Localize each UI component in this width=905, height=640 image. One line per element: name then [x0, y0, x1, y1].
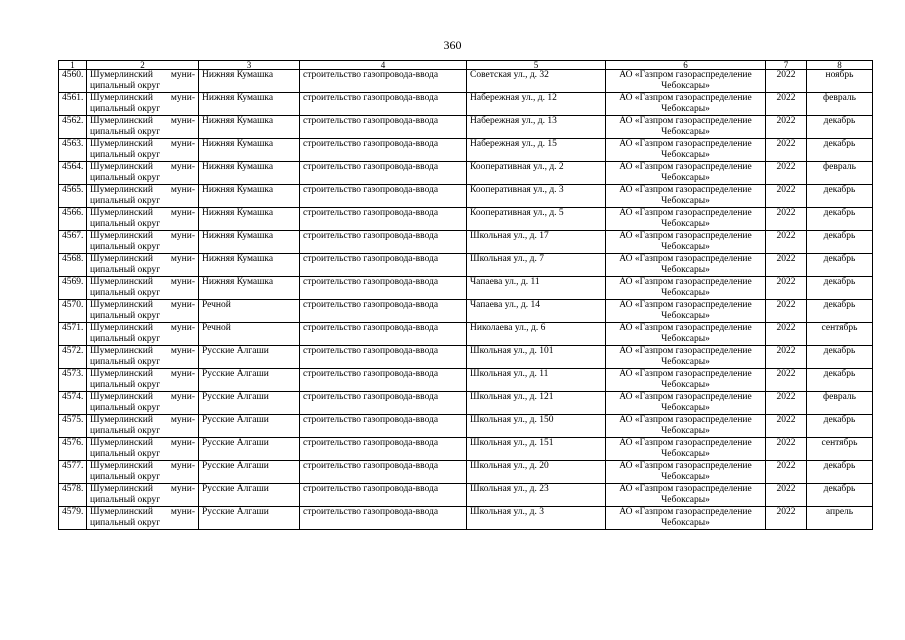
settlement-cell: Русские Алгаши	[199, 507, 300, 530]
organization-cell: АО «Газпром газораспределение Чебоксары»	[606, 484, 766, 507]
work-type-cell: строительство газопровода-ввода	[300, 70, 467, 93]
district-cell: Шумерлинский муни-ципальный округ	[87, 484, 199, 507]
district-cell: Шумерлинский муни-ципальный округ	[87, 254, 199, 277]
month-cell: февраль	[807, 162, 873, 185]
row-number: 4563.	[59, 139, 87, 162]
month-cell: декабрь	[807, 139, 873, 162]
table-row	[59, 369, 873, 392]
table-row	[59, 438, 873, 461]
address-cell: Набережная ул., д. 12	[467, 93, 606, 116]
settlement-cell: Нижняя Кумашка	[199, 116, 300, 139]
settlement-cell: Нижняя Кумашка	[199, 208, 300, 231]
address-cell: Школьная ул., д. 7	[467, 254, 606, 277]
organization-cell: АО «Газпром газораспределение Чебоксары»	[606, 346, 766, 369]
row-number: 4579.	[59, 507, 87, 530]
table-row	[59, 70, 873, 93]
column-header: 4	[300, 61, 467, 70]
organization-cell: АО «Газпром газораспределение Чебоксары»	[606, 208, 766, 231]
row-number: 4576.	[59, 438, 87, 461]
year-cell: 2022	[766, 70, 807, 93]
table-row	[59, 116, 873, 139]
work-type-cell: строительство газопровода-ввода	[300, 162, 467, 185]
row-number: 4570.	[59, 300, 87, 323]
address-cell: Школьная ул., д. 101	[467, 346, 606, 369]
work-type-cell: строительство газопровода-ввода	[300, 231, 467, 254]
address-cell: Кооперативная ул., д. 5	[467, 208, 606, 231]
settlement-cell: Русские Алгаши	[199, 369, 300, 392]
address-cell: Чапаева ул., д. 14	[467, 300, 606, 323]
column-header: 5	[467, 61, 606, 70]
year-cell: 2022	[766, 507, 807, 530]
month-cell: декабрь	[807, 346, 873, 369]
table-row	[59, 415, 873, 438]
column-header: 7	[766, 61, 807, 70]
organization-cell: АО «Газпром газораспределение Чебоксары»	[606, 254, 766, 277]
organization-cell: АО «Газпром газораспределение Чебоксары»	[606, 116, 766, 139]
work-type-cell: строительство газопровода-ввода	[300, 369, 467, 392]
year-cell: 2022	[766, 461, 807, 484]
table-row	[59, 254, 873, 277]
settlement-cell: Нижняя Кумашка	[199, 254, 300, 277]
address-cell: Школьная ул., д. 151	[467, 438, 606, 461]
organization-cell: АО «Газпром газораспределение Чебоксары»	[606, 300, 766, 323]
month-cell: сентябрь	[807, 438, 873, 461]
table-row	[59, 507, 873, 530]
district-cell: Шумерлинский муни-ципальный округ	[87, 369, 199, 392]
organization-cell: АО «Газпром газораспределение Чебоксары»	[606, 139, 766, 162]
district-cell: Шумерлинский муни-ципальный округ	[87, 139, 199, 162]
row-number: 4575.	[59, 415, 87, 438]
settlement-cell: Нижняя Кумашка	[199, 70, 300, 93]
organization-cell: АО «Газпром газораспределение Чебоксары»	[606, 231, 766, 254]
year-cell: 2022	[766, 392, 807, 415]
settlement-cell: Нижняя Кумашка	[199, 185, 300, 208]
row-number: 4567.	[59, 231, 87, 254]
month-cell: декабрь	[807, 369, 873, 392]
address-cell: Школьная ул., д. 20	[467, 461, 606, 484]
district-cell: Шумерлинский муни-ципальный округ	[87, 438, 199, 461]
work-type-cell: строительство газопровода-ввода	[300, 346, 467, 369]
settlement-cell: Речной	[199, 300, 300, 323]
organization-cell: АО «Газпром газораспределение Чебоксары»	[606, 93, 766, 116]
district-cell: Шумерлинский муни-ципальный округ	[87, 323, 199, 346]
work-type-cell: строительство газопровода-ввода	[300, 93, 467, 116]
address-cell: Набережная ул., д. 13	[467, 116, 606, 139]
work-type-cell: строительство газопровода-ввода	[300, 300, 467, 323]
month-cell: декабрь	[807, 277, 873, 300]
district-cell: Шумерлинский муни-ципальный округ	[87, 461, 199, 484]
organization-cell: АО «Газпром газораспределение Чебоксары»	[606, 438, 766, 461]
settlement-cell: Нижняя Кумашка	[199, 231, 300, 254]
year-cell: 2022	[766, 185, 807, 208]
year-cell: 2022	[766, 116, 807, 139]
row-number: 4560.	[59, 70, 87, 93]
year-cell: 2022	[766, 415, 807, 438]
district-cell: Шумерлинский муни-ципальный округ	[87, 185, 199, 208]
month-cell: декабрь	[807, 254, 873, 277]
year-cell: 2022	[766, 162, 807, 185]
district-cell: Шумерлинский муни-ципальный округ	[87, 93, 199, 116]
column-header: 1	[59, 61, 87, 70]
address-cell: Советская ул., д. 32	[467, 70, 606, 93]
work-type-cell: строительство газопровода-ввода	[300, 507, 467, 530]
table-row	[59, 323, 873, 346]
organization-cell: АО «Газпром газораспределение Чебоксары»	[606, 415, 766, 438]
row-number: 4571.	[59, 323, 87, 346]
year-cell: 2022	[766, 300, 807, 323]
month-cell: апрель	[807, 507, 873, 530]
district-cell: Шумерлинский муни-ципальный округ	[87, 162, 199, 185]
page-number: 360	[443, 38, 462, 52]
table-body	[59, 70, 873, 530]
column-header: 6	[606, 61, 766, 70]
address-cell: Школьная ул., д. 121	[467, 392, 606, 415]
year-cell: 2022	[766, 139, 807, 162]
table-row	[59, 139, 873, 162]
address-cell: Чапаева ул., д. 11	[467, 277, 606, 300]
row-number: 4574.	[59, 392, 87, 415]
settlement-cell: Нижняя Кумашка	[199, 139, 300, 162]
work-type-cell: строительство газопровода-ввода	[300, 323, 467, 346]
month-cell: декабрь	[807, 415, 873, 438]
column-header: 2	[87, 61, 199, 70]
organization-cell: АО «Газпром газораспределение Чебоксары»	[606, 162, 766, 185]
settlement-cell: Нижняя Кумашка	[199, 277, 300, 300]
work-type-cell: строительство газопровода-ввода	[300, 461, 467, 484]
work-type-cell: строительство газопровода-ввода	[300, 116, 467, 139]
settlement-cell: Русские Алгаши	[199, 346, 300, 369]
organization-cell: АО «Газпром газораспределение Чебоксары»	[606, 507, 766, 530]
column-header: 3	[199, 61, 300, 70]
table-row	[59, 231, 873, 254]
table-row	[59, 277, 873, 300]
month-cell: февраль	[807, 93, 873, 116]
work-type-cell: строительство газопровода-ввода	[300, 208, 467, 231]
month-cell: декабрь	[807, 208, 873, 231]
table-row	[59, 208, 873, 231]
row-number: 4561.	[59, 93, 87, 116]
settlement-cell: Русские Алгаши	[199, 438, 300, 461]
year-cell: 2022	[766, 346, 807, 369]
row-number: 4573.	[59, 369, 87, 392]
row-number: 4568.	[59, 254, 87, 277]
address-cell: Кооперативная ул., д. 3	[467, 185, 606, 208]
organization-cell: АО «Газпром газораспределение Чебоксары»	[606, 461, 766, 484]
address-cell: Школьная ул., д. 11	[467, 369, 606, 392]
table-row	[59, 185, 873, 208]
address-cell: Школьная ул., д. 17	[467, 231, 606, 254]
organization-cell: АО «Газпром газораспределение Чебоксары»	[606, 277, 766, 300]
row-number: 4565.	[59, 185, 87, 208]
row-number: 4564.	[59, 162, 87, 185]
month-cell: ноябрь	[807, 70, 873, 93]
year-cell: 2022	[766, 369, 807, 392]
month-cell: декабрь	[807, 116, 873, 139]
district-cell: Шумерлинский муни-ципальный округ	[87, 415, 199, 438]
organization-cell: АО «Газпром газораспределение Чебоксары»	[606, 185, 766, 208]
settlement-cell: Нижняя Кумашка	[199, 93, 300, 116]
month-cell: декабрь	[807, 461, 873, 484]
table-row	[59, 162, 873, 185]
year-cell: 2022	[766, 231, 807, 254]
work-type-cell: строительство газопровода-ввода	[300, 392, 467, 415]
work-type-cell: строительство газопровода-ввода	[300, 415, 467, 438]
row-number: 4569.	[59, 277, 87, 300]
district-cell: Шумерлинский муни-ципальный округ	[87, 208, 199, 231]
work-type-cell: строительство газопровода-ввода	[300, 254, 467, 277]
settlement-cell: Русские Алгаши	[199, 484, 300, 507]
row-number: 4578.	[59, 484, 87, 507]
month-cell: декабрь	[807, 185, 873, 208]
row-number: 4566.	[59, 208, 87, 231]
district-cell: Шумерлинский муни-ципальный округ	[87, 300, 199, 323]
district-cell: Шумерлинский муни-ципальный округ	[87, 392, 199, 415]
table-row	[59, 392, 873, 415]
year-cell: 2022	[766, 438, 807, 461]
month-cell: декабрь	[807, 300, 873, 323]
table-header-row	[59, 61, 873, 70]
organization-cell: АО «Газпром газораспределение Чебоксары»	[606, 323, 766, 346]
settlement-cell: Русские Алгаши	[199, 461, 300, 484]
district-cell: Шумерлинский муни-ципальный округ	[87, 231, 199, 254]
table-row	[59, 300, 873, 323]
organization-cell: АО «Газпром газораспределение Чебоксары»	[606, 70, 766, 93]
work-type-cell: строительство газопровода-ввода	[300, 185, 467, 208]
month-cell: декабрь	[807, 231, 873, 254]
organization-cell: АО «Газпром газораспределение Чебоксары»	[606, 392, 766, 415]
month-cell: февраль	[807, 392, 873, 415]
table-row	[59, 346, 873, 369]
month-cell: декабрь	[807, 484, 873, 507]
year-cell: 2022	[766, 254, 807, 277]
work-type-cell: строительство газопровода-ввода	[300, 139, 467, 162]
address-cell: Кооперативная ул., д. 2	[467, 162, 606, 185]
year-cell: 2022	[766, 208, 807, 231]
address-cell: Школьная ул., д. 150	[467, 415, 606, 438]
work-type-cell: строительство газопровода-ввода	[300, 277, 467, 300]
year-cell: 2022	[766, 484, 807, 507]
district-cell: Шумерлинский муни-ципальный округ	[87, 277, 199, 300]
district-cell: Шумерлинский муни-ципальный округ	[87, 116, 199, 139]
district-cell: Шумерлинский муни-ципальный округ	[87, 507, 199, 530]
table-row	[59, 484, 873, 507]
settlement-cell: Нижняя Кумашка	[199, 162, 300, 185]
work-type-cell: строительство газопровода-ввода	[300, 438, 467, 461]
address-cell: Набережная ул., д. 15	[467, 139, 606, 162]
year-cell: 2022	[766, 323, 807, 346]
address-cell: Николаева ул., д. 6	[467, 323, 606, 346]
gas-pipeline-table	[58, 60, 873, 530]
settlement-cell: Русские Алгаши	[199, 392, 300, 415]
year-cell: 2022	[766, 93, 807, 116]
address-cell: Школьная ул., д. 3	[467, 507, 606, 530]
settlement-cell: Русские Алгаши	[199, 415, 300, 438]
organization-cell: АО «Газпром газораспределение Чебоксары»	[606, 369, 766, 392]
month-cell: сентябрь	[807, 323, 873, 346]
work-type-cell: строительство газопровода-ввода	[300, 484, 467, 507]
district-cell: Шумерлинский муни-ципальный округ	[87, 70, 199, 93]
row-number: 4562.	[59, 116, 87, 139]
address-cell: Школьная ул., д. 23	[467, 484, 606, 507]
column-header: 8	[807, 61, 873, 70]
district-cell: Шумерлинский муни-ципальный округ	[87, 346, 199, 369]
table-row	[59, 93, 873, 116]
settlement-cell: Речной	[199, 323, 300, 346]
row-number: 4577.	[59, 461, 87, 484]
row-number: 4572.	[59, 346, 87, 369]
table-row	[59, 461, 873, 484]
year-cell: 2022	[766, 277, 807, 300]
